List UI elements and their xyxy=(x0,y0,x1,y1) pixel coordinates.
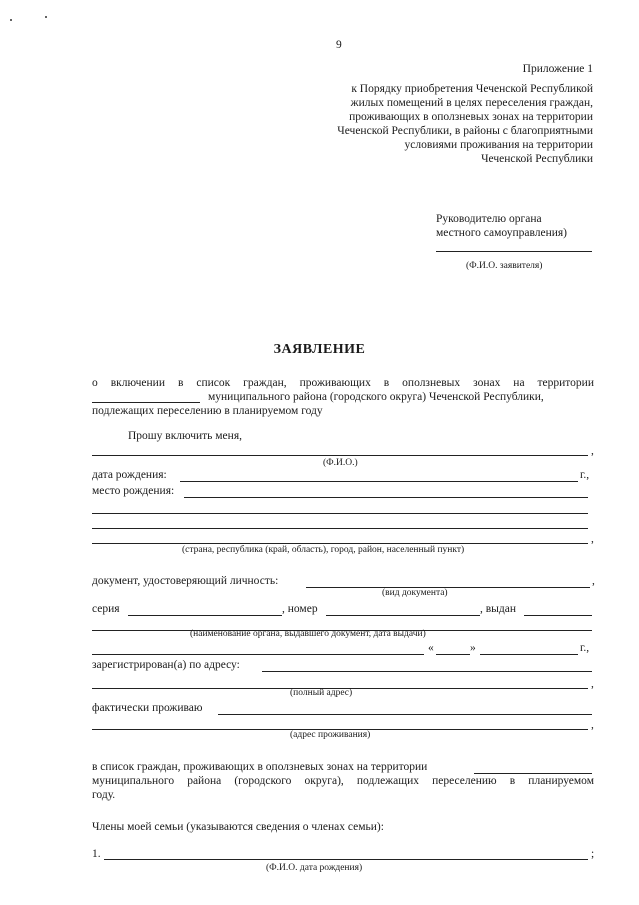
birth-place-field-line[interactable] xyxy=(92,528,588,529)
issued-label: , выдан xyxy=(480,603,517,615)
issue-day-field[interactable] xyxy=(436,654,470,655)
birth-place-field-line[interactable] xyxy=(92,513,588,514)
comma: , xyxy=(592,575,595,587)
registered-address-field[interactable] xyxy=(262,671,592,672)
request-text: Прошу включить меня, xyxy=(128,430,242,442)
family-member-field[interactable] xyxy=(104,859,588,860)
full-address-caption: (полный адрес) xyxy=(290,688,353,698)
addressee-fio-line[interactable] xyxy=(436,251,592,252)
appendix-line: Чеченской Республики, в районы с благоприятными xyxy=(337,125,593,137)
appendix-line: условиями проживания на территории xyxy=(404,139,593,151)
fio-caption: (Ф.И.О.) xyxy=(323,458,358,468)
document-type-caption: (вид документа) xyxy=(382,588,448,598)
birth-date-field[interactable] xyxy=(180,481,578,482)
list-text-line: в список граждан, проживающих в оползневых зонах на территории xyxy=(92,761,428,773)
comma: , xyxy=(591,719,594,731)
comma: , xyxy=(591,445,594,457)
page-number: 9 xyxy=(336,39,342,51)
intro-line: о включении в список граждан, проживающих в оползневых зонах на территории xyxy=(92,377,594,389)
series-label: серия xyxy=(92,603,120,615)
family-member-caption: (Ф.И.О. дата рождения) xyxy=(266,863,363,873)
registered-address-label: зарегистрирован(а) по адресу: xyxy=(92,659,240,671)
intro-line: муниципального района (городского округа) Чеченской Республики, xyxy=(208,391,544,403)
scan-speck xyxy=(10,19,12,21)
birth-place-field-line[interactable] xyxy=(92,543,588,544)
addressee-line: местного самоуправления) xyxy=(436,227,568,239)
family-item-number: 1. xyxy=(92,848,101,860)
semicolon: ; xyxy=(591,848,595,860)
comma: , xyxy=(591,533,594,545)
actual-residence-field[interactable] xyxy=(218,714,592,715)
issuer-caption: (наименование органа, выдавшего документ, дата выдачи) xyxy=(190,629,426,639)
number-field[interactable] xyxy=(326,615,480,616)
appendix-line: проживающих в оползневых зонах на территории xyxy=(349,111,593,123)
year-suffix: г., xyxy=(580,469,590,481)
date-year-suffix: г., xyxy=(580,642,590,654)
document-heading: ЗАЯВЛЕНИЕ xyxy=(273,342,366,357)
date-quote-open: « xyxy=(428,642,434,654)
birth-place-caption: (страна, республика (край, область), город, район, населенный пункт) xyxy=(182,545,465,555)
list-text-line: году. xyxy=(92,789,116,801)
birth-place-label: место рождения: xyxy=(92,485,175,497)
appendix-line: к Порядку приобретения Чеченской Республикой xyxy=(351,83,593,95)
list-text-line: муниципального района (городского округа), подлежащих переселению в планируемом xyxy=(92,775,594,787)
appendix-title: Приложение 1 xyxy=(522,63,593,75)
addressee-fio-caption: (Ф.И.О. заявителя) xyxy=(466,261,543,271)
id-document-field[interactable] xyxy=(306,587,590,588)
comma: , xyxy=(591,678,594,690)
residence-caption: (адрес проживания) xyxy=(290,730,371,740)
territory-blank-line[interactable] xyxy=(92,402,200,403)
appendix-line: жилых помещений в целях переселения граждан, xyxy=(350,97,593,109)
issue-month-year-field[interactable] xyxy=(480,654,578,655)
intro-line: подлежащих переселению в планируемом году xyxy=(92,405,323,417)
number-label: , номер xyxy=(282,603,318,615)
actual-residence-label: фактически проживаю xyxy=(92,702,203,714)
issued-by-field[interactable] xyxy=(524,615,592,616)
issuer-field-line-2[interactable] xyxy=(92,654,424,655)
addressee-line: Руководителю органа xyxy=(436,213,542,225)
series-field[interactable] xyxy=(128,615,282,616)
applicant-fio-line[interactable] xyxy=(92,455,588,456)
scan-speck xyxy=(45,16,47,18)
appendix-line: Чеченской Республики xyxy=(481,153,593,165)
id-document-label: документ, удостоверяющий личность: xyxy=(92,575,279,587)
date-quote-close: » xyxy=(470,642,476,654)
family-heading: Члены моей семьи (указываются сведения о членах семьи): xyxy=(92,821,384,833)
birth-date-label: дата рождения: xyxy=(92,469,167,481)
birth-place-field[interactable] xyxy=(184,497,588,498)
